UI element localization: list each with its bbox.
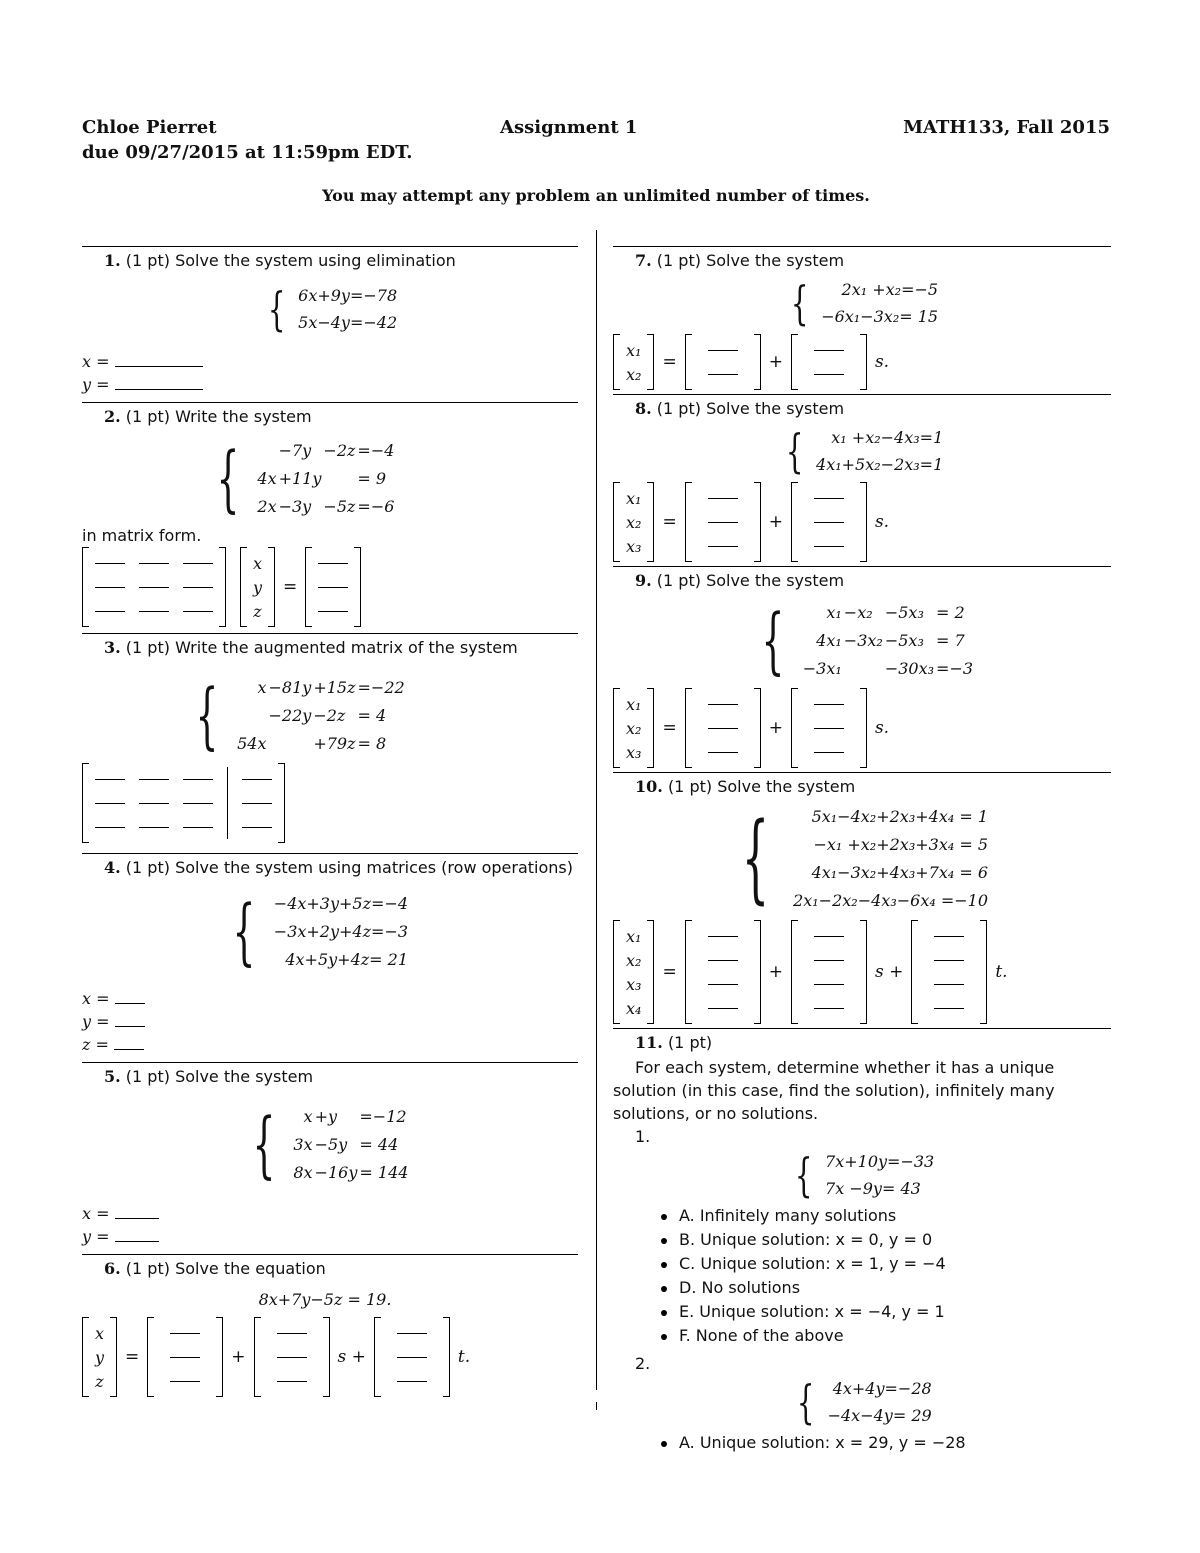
matrix-input[interactable] bbox=[242, 803, 272, 804]
matrix-input[interactable] bbox=[708, 1008, 738, 1009]
page-tick bbox=[596, 1402, 597, 1410]
variable-vector: x y z bbox=[82, 1317, 117, 1397]
matrix-input[interactable] bbox=[934, 960, 964, 961]
problem-title: (1 pt) Solve the system using elimination bbox=[125, 251, 456, 270]
augmented-matrix bbox=[82, 763, 285, 843]
problem-2 bbox=[82, 402, 578, 627]
matrix-input[interactable] bbox=[183, 827, 213, 828]
equation-system: { 5x₁−4x₂+2x₃+4x₄ = 1 −x₁ +x₂+2x₃+3x₄ = 5 4x₁−3x₂+4x₃+7x₄ = 6 2x₁−2x₂−4x₃−6x₄ =−10 bbox=[741, 802, 989, 914]
problem-number: 6. bbox=[104, 1259, 121, 1278]
matrix-input[interactable] bbox=[95, 827, 125, 828]
solution-vector-form: x y z = + s + t. bbox=[82, 1317, 578, 1397]
coefficient-matrix bbox=[82, 547, 226, 627]
matrix-input[interactable] bbox=[814, 728, 844, 729]
parameter-label: s. bbox=[874, 352, 890, 372]
matrix-input[interactable] bbox=[708, 728, 738, 729]
matrix-input[interactable] bbox=[814, 350, 844, 351]
equation-system: { 7x+10y=−33 7x −9y= 43 bbox=[794, 1148, 935, 1202]
matrix-input[interactable] bbox=[277, 1333, 307, 1334]
problem-number: 3. bbox=[104, 638, 121, 657]
problem-title: (1 pt) Solve the system bbox=[125, 1067, 314, 1086]
matrix-equation: x y z = bbox=[82, 547, 578, 627]
parameter-label: s. bbox=[874, 512, 890, 532]
matrix-input[interactable] bbox=[183, 563, 213, 564]
matrix-input[interactable] bbox=[814, 984, 844, 985]
problem-number: 2. bbox=[104, 407, 121, 426]
equation-system: { x₁ −x₂ −5x₃ = 2 4x₁ −3x₂ −5x₃ = 7 −3x₁ −30x₃ =−3 bbox=[761, 598, 974, 682]
left-column bbox=[82, 230, 578, 1397]
matrix-input[interactable] bbox=[397, 1333, 427, 1334]
parameter-label: s. bbox=[874, 718, 890, 738]
course-label: MATH133, Fall 2015 bbox=[903, 117, 1110, 138]
particular-vector bbox=[147, 1317, 223, 1397]
particular-vector bbox=[685, 920, 761, 1024]
answer-x-input[interactable] bbox=[115, 989, 145, 1004]
matrix-input[interactable] bbox=[139, 611, 169, 612]
problem-11 bbox=[613, 1028, 1111, 1455]
equation: 8x+7y−5z = 19. bbox=[258, 1290, 392, 1309]
matrix-input[interactable] bbox=[814, 752, 844, 753]
answer-label: x = bbox=[82, 1204, 110, 1223]
matrix-input[interactable] bbox=[277, 1381, 307, 1382]
matrix-input[interactable] bbox=[242, 827, 272, 828]
variable-vector: x₁ x₂ x₃ bbox=[613, 688, 654, 768]
answer-y-input[interactable] bbox=[115, 1012, 145, 1027]
equation-system: { −4x+3y+5z=−4 −3x+2y+4z=−3 4x+5y+4z= 21 bbox=[232, 889, 409, 973]
matrix-input[interactable] bbox=[708, 522, 738, 523]
choice-option[interactable]: A. Infinitely many solutions bbox=[659, 1204, 1111, 1228]
problem-title: (1 pt) Solve the system bbox=[656, 571, 845, 590]
parameter-label: s + bbox=[874, 962, 904, 982]
direction-vector-t bbox=[911, 920, 987, 1024]
matrix-input[interactable] bbox=[139, 563, 169, 564]
equation: 6x+9y=−78 bbox=[298, 286, 398, 305]
augmented-matrix-answer bbox=[82, 763, 578, 843]
left-brace: { bbox=[252, 1102, 275, 1186]
variable-vector: x₁ x₂ x₃ bbox=[613, 482, 654, 562]
problem-text: in matrix form. bbox=[82, 526, 202, 545]
matrix-input[interactable] bbox=[183, 803, 213, 804]
matrix-input[interactable] bbox=[318, 587, 348, 588]
left-brace: { bbox=[785, 424, 804, 478]
problem-title: (1 pt) Solve the system bbox=[656, 399, 845, 418]
matrix-input[interactable] bbox=[139, 587, 169, 588]
direction-vector-t bbox=[374, 1317, 450, 1397]
matrix-input[interactable] bbox=[814, 498, 844, 499]
problem-number: 7. bbox=[635, 251, 652, 270]
equation-system: { 4x+4y=−28 −4x−4y= 29 bbox=[797, 1375, 932, 1429]
matrix-input[interactable] bbox=[139, 803, 169, 804]
matrix-input[interactable] bbox=[934, 936, 964, 937]
answer-z-input[interactable] bbox=[114, 1035, 144, 1050]
answer-label: y = bbox=[82, 375, 110, 394]
matrix-input[interactable] bbox=[708, 752, 738, 753]
problem-1 bbox=[82, 246, 578, 396]
matrix-input[interactable] bbox=[708, 704, 738, 705]
matrix-input[interactable] bbox=[708, 546, 738, 547]
matrix-input[interactable] bbox=[814, 374, 844, 375]
problem-6 bbox=[82, 1254, 578, 1397]
problem-title: (1 pt) Solve the system bbox=[656, 251, 845, 270]
subproblem-label: 1. bbox=[635, 1127, 651, 1146]
answer-label: x = bbox=[82, 352, 110, 371]
problem-3 bbox=[82, 633, 578, 843]
left-brace: { bbox=[794, 1148, 813, 1202]
parameter-label: t. bbox=[457, 1347, 471, 1367]
student-name: Chloe Pierret bbox=[82, 117, 217, 138]
matrix-input[interactable] bbox=[934, 1008, 964, 1009]
problem-text: For each system, determine whether it has a unique solution (in this case, find the solution), infinitely many solutions, or no solutions. bbox=[613, 1058, 1055, 1123]
matrix-input[interactable] bbox=[814, 1008, 844, 1009]
problem-number: 10. bbox=[635, 777, 663, 796]
matrix-input[interactable] bbox=[708, 936, 738, 937]
matrix-input[interactable] bbox=[814, 522, 844, 523]
matrix-input[interactable] bbox=[397, 1357, 427, 1358]
choice-option[interactable]: C. Unique solution: x = 1, y = −4 bbox=[659, 1252, 1111, 1276]
choice-option[interactable]: E. Unique solution: x = −4, y = 1 bbox=[659, 1300, 1111, 1324]
matrix-input[interactable] bbox=[95, 587, 125, 588]
matrix-input[interactable] bbox=[95, 779, 125, 780]
matrix-input[interactable] bbox=[139, 779, 169, 780]
answer-label: y = bbox=[82, 1227, 110, 1246]
matrix-input[interactable] bbox=[814, 936, 844, 937]
answer-y-input[interactable] bbox=[115, 1227, 159, 1242]
matrix-input[interactable] bbox=[170, 1381, 200, 1382]
answer-label: y = bbox=[82, 1012, 110, 1031]
matrix-input[interactable] bbox=[318, 611, 348, 612]
left-brace: { bbox=[741, 802, 770, 914]
left-brace: { bbox=[790, 276, 809, 330]
due-date: due 09/27/2015 at 11:59pm EDT. bbox=[82, 142, 413, 163]
answer-label: z = bbox=[82, 1035, 109, 1054]
matrix-input[interactable] bbox=[397, 1381, 427, 1382]
problem-title: (1 pt) bbox=[667, 1033, 713, 1052]
problem-4 bbox=[82, 853, 578, 1056]
right-column bbox=[613, 230, 1111, 1455]
choice-list bbox=[659, 1431, 1111, 1455]
problem-title: (1 pt) Solve the equation bbox=[125, 1259, 326, 1278]
matrix-input[interactable] bbox=[708, 984, 738, 985]
answer-x-input[interactable] bbox=[115, 352, 203, 367]
matrix-input[interactable] bbox=[183, 611, 213, 612]
constant-vector bbox=[305, 547, 361, 627]
matrix-input[interactable] bbox=[814, 960, 844, 961]
solution-vector-form: x₁ x₂ = + s. bbox=[613, 334, 1111, 390]
solution-vector-form: x₁ x₂ x₃ = + s. bbox=[613, 482, 1111, 562]
problem-number: 8. bbox=[635, 399, 652, 418]
variable-vector: x y z bbox=[240, 547, 275, 627]
matrix-input[interactable] bbox=[318, 563, 348, 564]
choice-list bbox=[659, 1204, 1111, 1348]
left-brace: { bbox=[216, 436, 239, 520]
particular-vector bbox=[685, 482, 761, 562]
matrix-input[interactable] bbox=[814, 704, 844, 705]
left-brace: { bbox=[761, 598, 785, 682]
subproblem-label: 2. bbox=[635, 1354, 651, 1373]
attempts-notice: You may attempt any problem an unlimited number of times. bbox=[322, 186, 870, 205]
variable-vector: x₁ x₂ bbox=[613, 334, 654, 390]
matrix-input[interactable] bbox=[708, 498, 738, 499]
problem-7 bbox=[613, 246, 1111, 390]
problem-9 bbox=[613, 566, 1111, 768]
direction-vector-s bbox=[791, 920, 867, 1024]
matrix-input[interactable] bbox=[170, 1357, 200, 1358]
equation-system: { 2x₁ +x₂=−5 −6x₁−3x₂= 15 bbox=[790, 276, 939, 330]
parameter-label: s + bbox=[337, 1347, 366, 1367]
direction-vector-s bbox=[791, 688, 867, 768]
problem-number: 11. bbox=[635, 1033, 663, 1052]
answer-x-input[interactable] bbox=[115, 1204, 159, 1219]
problem-title: (1 pt) Solve the system using matrices (row operations) bbox=[125, 858, 574, 877]
problem-5 bbox=[82, 1062, 578, 1248]
matrix-input[interactable] bbox=[934, 984, 964, 985]
left-brace: { bbox=[797, 1375, 815, 1429]
matrix-input[interactable] bbox=[95, 611, 125, 612]
matrix-input[interactable] bbox=[708, 350, 738, 351]
answer-y-input[interactable] bbox=[115, 375, 203, 390]
problem-number: 4. bbox=[104, 858, 121, 877]
matrix-input[interactable] bbox=[708, 374, 738, 375]
problem-8 bbox=[613, 394, 1111, 562]
problem-number: 9. bbox=[635, 571, 652, 590]
matrix-input[interactable] bbox=[183, 587, 213, 588]
problem-number: 1. bbox=[104, 251, 121, 270]
equation: 5x−4y=−42 bbox=[298, 313, 398, 332]
matrix-input[interactable] bbox=[242, 779, 272, 780]
matrix-input[interactable] bbox=[183, 779, 213, 780]
matrix-input[interactable] bbox=[708, 960, 738, 961]
matrix-input[interactable] bbox=[170, 1333, 200, 1334]
particular-vector bbox=[685, 334, 761, 390]
problem-title: (1 pt) Write the system bbox=[125, 407, 312, 426]
left-brace: { bbox=[232, 889, 256, 973]
problem-title: (1 pt) Solve the system bbox=[667, 777, 856, 796]
direction-vector-s bbox=[254, 1317, 330, 1397]
matrix-input[interactable] bbox=[814, 546, 844, 547]
equation-system: { x −81y +15z =−22 −22y −2z = 4 54x +79z = 8 bbox=[195, 673, 405, 757]
assignment-title: Assignment 1 bbox=[500, 117, 638, 138]
matrix-input[interactable] bbox=[139, 827, 169, 828]
problem-10 bbox=[613, 772, 1111, 1024]
equation-system: { x +y =−12 3x −5y = 44 8x −16y = 144 bbox=[252, 1102, 409, 1186]
answer-label: x = bbox=[82, 989, 110, 1008]
variable-vector: x₁ x₂ x₃ x₄ bbox=[613, 920, 654, 1024]
solution-vector-form: x₁ x₂ x₃ x₄ = + s + t. bbox=[613, 920, 1111, 1024]
matrix-input[interactable] bbox=[277, 1357, 307, 1358]
equation-system bbox=[262, 282, 398, 336]
particular-vector bbox=[685, 688, 761, 768]
problem-number: 5. bbox=[104, 1067, 121, 1086]
equation-system: { −7y −2z =−4 4x +11y = 9 2x −3y −5z =−6 bbox=[216, 436, 395, 520]
problem-title: (1 pt) Write the augmented matrix of the system bbox=[125, 638, 518, 657]
left-brace: { bbox=[195, 673, 219, 757]
choice-option[interactable]: D. No solutions bbox=[659, 1276, 1111, 1300]
equation-system: { x₁ +x₂−4x₃=1 4x₁+5x₂−2x₃=1 bbox=[785, 424, 944, 478]
parameter-label: t. bbox=[995, 962, 1008, 982]
column-divider bbox=[596, 230, 597, 1390]
direction-vector-s bbox=[791, 482, 867, 562]
direction-vector-s bbox=[791, 334, 867, 390]
choice-option[interactable]: B. Unique solution: x = 0, y = 0 bbox=[659, 1228, 1111, 1252]
matrix-input[interactable] bbox=[95, 803, 125, 804]
matrix-input[interactable] bbox=[95, 563, 125, 564]
solution-vector-form: x₁ x₂ x₃ = + s. bbox=[613, 688, 1111, 768]
choice-option[interactable]: A. Unique solution: x = 29, y = −28 bbox=[659, 1431, 1111, 1455]
left-brace: { bbox=[267, 282, 286, 336]
choice-option[interactable]: F. None of the above bbox=[659, 1324, 1111, 1348]
